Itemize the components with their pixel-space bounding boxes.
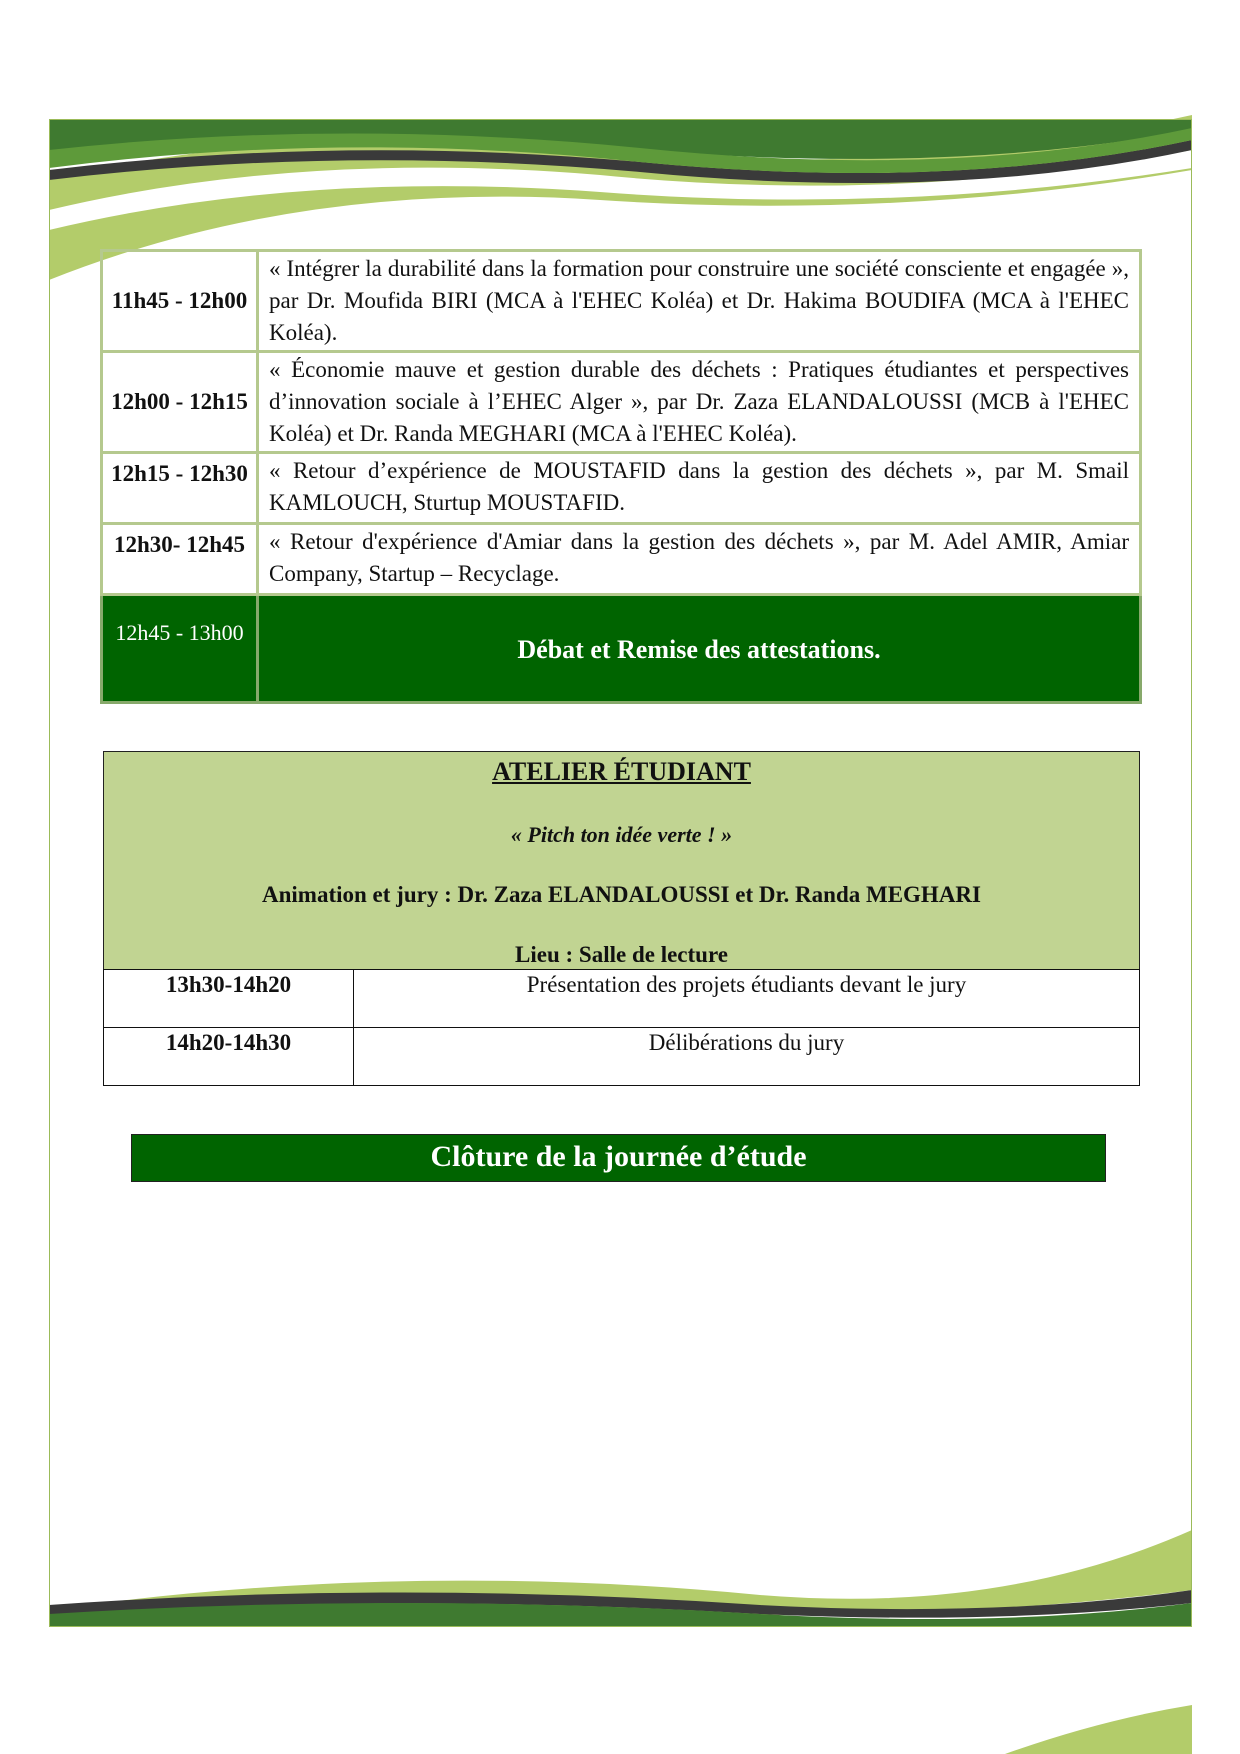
schedule-row-highlight — [102, 595, 1141, 703]
workshop-row — [104, 1028, 1140, 1086]
workshop-time: 13h30-14h20 — [104, 970, 354, 1028]
workshop-activity: Présentation des projets étudiants devant le jury — [354, 970, 1140, 1028]
workshop-table — [103, 969, 1140, 1086]
workshop-time: 14h20-14h30 — [104, 1028, 354, 1086]
closing-banner: Clôture de la journée d’étude — [131, 1134, 1106, 1182]
workshop-header — [103, 751, 1140, 969]
schedule-time: 12h30- 12h45 — [102, 524, 258, 595]
schedule-time: 12h45 - 13h00 — [102, 595, 258, 703]
schedule-description: Débat et Remise des attestations. — [258, 595, 1141, 703]
workshop-title: ATELIER ÉTUDIANT — [492, 757, 751, 786]
workshop-animation: Animation et jury : Dr. Zaza ELANDALOUSSI et Dr. Randa MEGHARI — [262, 882, 981, 907]
schedule-row — [102, 352, 1141, 453]
workshop-place: Lieu : Salle de lecture — [515, 942, 728, 967]
workshop-activity: Délibérations du jury — [354, 1028, 1140, 1086]
schedule-description: « Économie mauve et gestion durable des déchets : Pratiques étudiantes et perspectives d’innovation sociale à l’EHEC Alger », par Dr. Zaza ELANDALOUSSI (MCB à l'EHEC Koléa) et Dr. Randa MEGHARI (MCA à l'EHEC Koléa). — [258, 352, 1141, 453]
schedule-row — [102, 453, 1141, 524]
schedule-row — [102, 524, 1141, 595]
workshop-row — [104, 970, 1140, 1028]
schedule-row — [102, 251, 1141, 352]
bottom-corner-light-wave — [1005, 1705, 1192, 1754]
schedule-description: « Retour d’expérience de MOUSTAFID dans la gestion des déchets », par M. Smail KAMLOUCH, Sturtup MOUSTAFID. — [258, 453, 1141, 524]
schedule-description: « Retour d'expérience d'Amiar dans la gestion des déchets », par M. Adel AMIR, Amiar Company, Startup – Recyclage. — [258, 524, 1141, 595]
schedule-time: 12h15 - 12h30 — [102, 453, 258, 524]
schedule-table — [100, 249, 1142, 704]
schedule-time: 11h45 - 12h00 — [102, 251, 258, 352]
workshop-subtitle: « Pitch ton idée verte ! » — [510, 822, 733, 847]
schedule-description: « Intégrer la durabilité dans la formation pour construire une société consciente et engagée », par Dr. Moufida BIRI (MCA à l'EHEC Koléa) et Dr. Hakima BOUDIFA (MCA à l'EHEC Koléa). — [258, 251, 1141, 352]
schedule-time: 12h00 - 12h15 — [102, 352, 258, 453]
